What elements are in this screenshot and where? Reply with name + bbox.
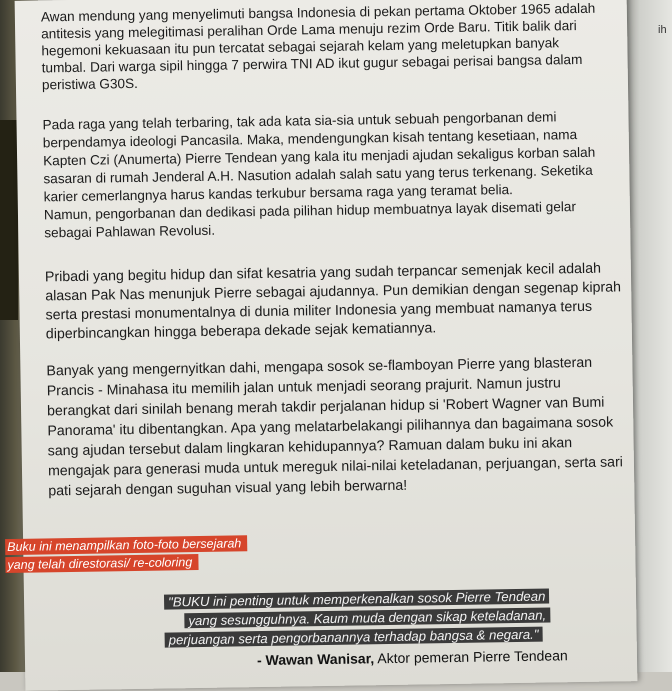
red-caption-line: yang telah direstorasi/ re-coloring [5, 554, 198, 573]
text-line: Prancis - Minahasa itu memilih jalan untuk menjadi seorang prajurit. Namun justru [46, 375, 561, 400]
text-line: sebagai Pahlawan Revolusi. [44, 222, 216, 241]
quote-line: yang sesungguhnya. Kaum muda dengan sikap keteladanan, [184, 608, 550, 629]
text-line: Pribadi yang begitu hidup dan sifat kesatria yang sudah terpancar semenjak kecil adalah [44, 260, 602, 286]
text-line: berpendamya ideologi Pancasila. Maka, mendengungkan kisah tentang kesetiaan, nama [42, 127, 578, 151]
author-role: Aktor pemeran Pierre Tendean [374, 647, 568, 667]
text-line: hegemoni kekuasaan itu pun tercatat sebagai sejarah kelam yang meletupkan banyak [41, 35, 560, 59]
quote-line: perjuangan serta pengorbanannya terhadap bangsa & negara." [165, 627, 543, 648]
dark-book-spine [0, 120, 18, 320]
text-line: sang ajudan tersebut dalam lingkaran kehidupannya? Ramuan dalam buku ini akan [47, 435, 573, 460]
text-line: antitesis yang melegitimasi peralihan Orde Lama menuju rezim Orde Baru. Titik balik dari [41, 18, 577, 42]
text-line: pati sejarah dengan suguhan visual yang lebih berwarna! [48, 477, 408, 500]
text-line: Awan mendung yang menyelimuti bangsa Indonesia di pekan pertama Oktober 1965 adalah [40, 0, 596, 25]
text-line: diperbincangkan hingga beberapa dekade sejak kematiannya. [45, 320, 437, 343]
text-line: serta prestasi monumentalnya di dunia militer Indonesia yang membuat namanya terus [45, 298, 593, 324]
red-caption-line: Buku ini menampilkan foto-foto bersejarah [5, 535, 247, 555]
text-line: tumbal. Dari warga sipil hingga 7 perwira TNI AD ikut gugur sebagai perisai bangsa dalam [41, 51, 583, 76]
text-line: Namun, pengorbanan dan dedikasi pada pilihan hidup membuatnya layak disemati gelar [43, 199, 577, 223]
book-back-cover [7, 0, 638, 691]
text-line: alasan Pak Nas menunjuk Pierre sebagai ajudannya. Pun demikian dengan segenap kiprah [45, 279, 622, 305]
quote-attribution [257, 647, 568, 668]
text-line: Pada raga yang telah terbaring, tak ada kata sia-sia untuk sebuah pengorbanan demi [42, 109, 557, 133]
text-line: Banyak yang mengernyitkan dahi, mengapa sosok se-flamboyan Pierre yang blasteran [46, 354, 593, 380]
text-line: sasaran di rumah Jenderal A.H. Nasution adalah salah satu yang terus terkenang. Seketika [43, 162, 593, 187]
quote-line: "BUKU ini penting untuk memperkenalkan sosok Pierre Tendean [164, 589, 550, 610]
text-line: berangkat dari sinilah benang merah takdir perjalanan hidup si 'Robert Wagner van Bumi [46, 394, 605, 420]
author-name: - Wawan Wanisar, [256, 650, 375, 669]
text-line: peristiwa G30S. [41, 75, 139, 93]
right-page-text-fragment: ih [658, 24, 667, 36]
text-line: Kapten Czi (Anumerta) Pierre Tendean yang kala itu menjadi ajudan sekaligus korban salah [43, 144, 596, 169]
text-line: karier cemerlangnya harus kandas terkubur bersama raga yang teramat belia. [43, 182, 513, 205]
text-line: Panorama' itu dibentangkan. Apa yang melatarbelakangi pilihannya dan bagaimana sosok [47, 414, 614, 440]
text-line: mengajak para generasi muda untuk mereguk nilai-nilai keteladanan, perjuangan, serta sari [47, 454, 624, 480]
